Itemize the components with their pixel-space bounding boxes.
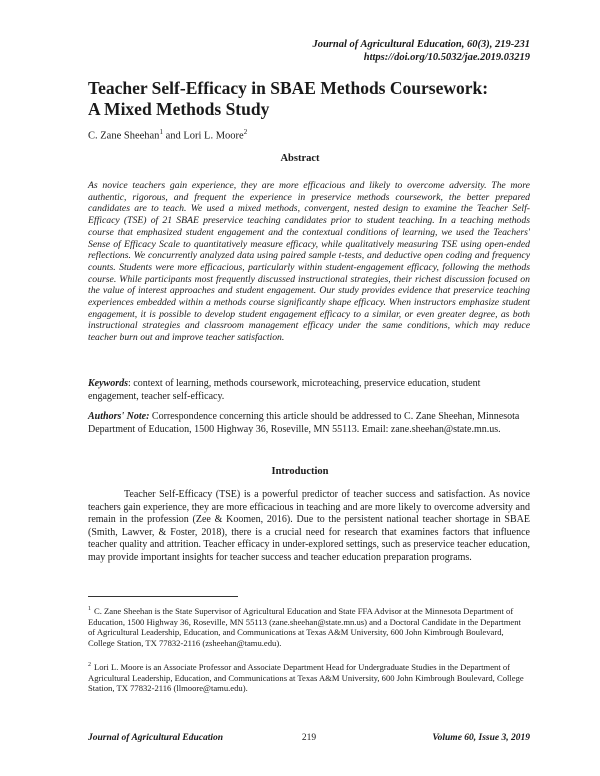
footer-volume: Volume 60, Issue 3, 2019 [432, 733, 530, 743]
doi-link[interactable]: https://doi.org/10.5032/jae.2019.03219 [363, 52, 530, 63]
footnote-divider [88, 596, 238, 597]
footer-journal: Journal of Agricultural Education [88, 733, 224, 743]
footnote-2 [88, 660, 530, 694]
keywords-label: Keywords [88, 378, 128, 389]
journal-citation: Journal of Agricultural Education, 60(3), 219-231 [312, 39, 530, 50]
title-line-1: Teacher Self-Efficacy in SBAE Methods Coursework: [88, 78, 489, 98]
author-line [88, 128, 247, 142]
footnote-1 [88, 604, 530, 649]
keywords [88, 378, 530, 403]
footnote-2-mark: 2 [88, 662, 91, 668]
abstract-text: As novice teachers gain experience, they are more efficacious and likely to overcome adversity. The more authentic, rigorous, and frequent the experience in preservice methods coursework, the better prepared candidates are to teach. We used a mixed methods, convergent, nested design to examine the Teacher Self-Efficacy (TSE) of 21 SBAE preservice teaching candidates prior to student teaching. In a teaching methods course that emphasized student engagement and the contextual conditions of learning, we used the Teachers' Sense of Efficacy Scale to quantitatively measure efficacy, while qualitatively measuring TSE using open-ended reflections. We concurrently analyzed data using paired sample t-tests, and deductive open coding and frequency counts. Students were more efficacious, particularly within student-engagement efficacy, following the methods course. While participants most frequently discussed instructional strategies, their richest discussion focused on the value of interest approaches and student engagement. Our study provides evidence that preservice teaching experiences embedded within a methods course significantly shape efficacy. When instructors emphasize student engagement, it is possible to develop student engagement efficacy to a similar, or even greater degree, as both instructional strategies and classroom management efficacy under the same conditions, which may reduce teacher burn out and improve teacher satisfaction. [88, 180, 530, 344]
paper-title [88, 78, 528, 120]
author-1-footnote-mark: 1 [159, 128, 163, 136]
title-line-2: A Mixed Methods Study [88, 99, 270, 119]
authors-note [88, 411, 530, 436]
author-conjunction: and [162, 130, 184, 142]
author-1-name: C. Zane Sheehan [88, 130, 160, 142]
author-2-footnote-mark: 2 [243, 128, 248, 136]
footnote-2-text: Lori L. Moore is an Associate Professor and Associate Department Head for Undergraduate Studies in the Department of Agricultural Leadership, Education, and Communications at Texas A&M University, 600 John Kimbrough Boulevard, College Station, TX 77832-2116 (llmoore@tamu.edu). [88, 661, 524, 694]
author-2-name: Lori L. Moore [183, 130, 244, 142]
introduction-paragraph: Teacher Self-Efficacy (TSE) is a powerful predictor of teacher success and satisfaction. As novice teachers gain experience, they are more efficacious in teaching and are more likely to overcome adversity and remain in the profession (Zee & Koomen, 2016). Due to the persistent national teacher shortage in SBAE (Smith, Lawver, & Foster, 2018), there is a crucial need for research that examines factors that influence teacher quality and attrition. Teacher efficacy in under-explored settings, such as preservice teacher education, may provide important insights for teacher success and teacher education preparation programs. [88, 489, 530, 563]
abstract-heading: Abstract [280, 153, 320, 164]
footnote-1-text: C. Zane Sheehan is the State Supervisor of Agricultural Education and State FFA Advisor at the Minnesota Department of Education, 1500 Highway 36, Roseville, MN 55113 (zane.sheehan@state.mn.us) and a Doctoral Candidate in the Department of Agricultural Leadership, Education, and Communications at Texas A&M University, 600 John Kimbrough Boulevard, College Station, TX 77832-2116 (zsheehan@tamu.edu). [88, 605, 521, 649]
authors-note-label: Authors' Note: [88, 411, 150, 422]
authors-note-text: Correspondence concerning this article should be addressed to C. Zane Sheehan, Minnesota Department of Education, 1500 Highway 36, Roseville, MN 55113. Email: zane.sheehan@state.mn.us. [88, 411, 520, 435]
footer-page-number: 219 [301, 733, 317, 743]
keywords-text: : context of learning, methods coursework, microteaching, preservice education, student engagement, teacher self-efficacy. [88, 378, 481, 402]
journal-header [312, 38, 530, 64]
introduction-heading: Introduction [271, 466, 329, 477]
footnote-1-mark: 1 [88, 606, 91, 612]
